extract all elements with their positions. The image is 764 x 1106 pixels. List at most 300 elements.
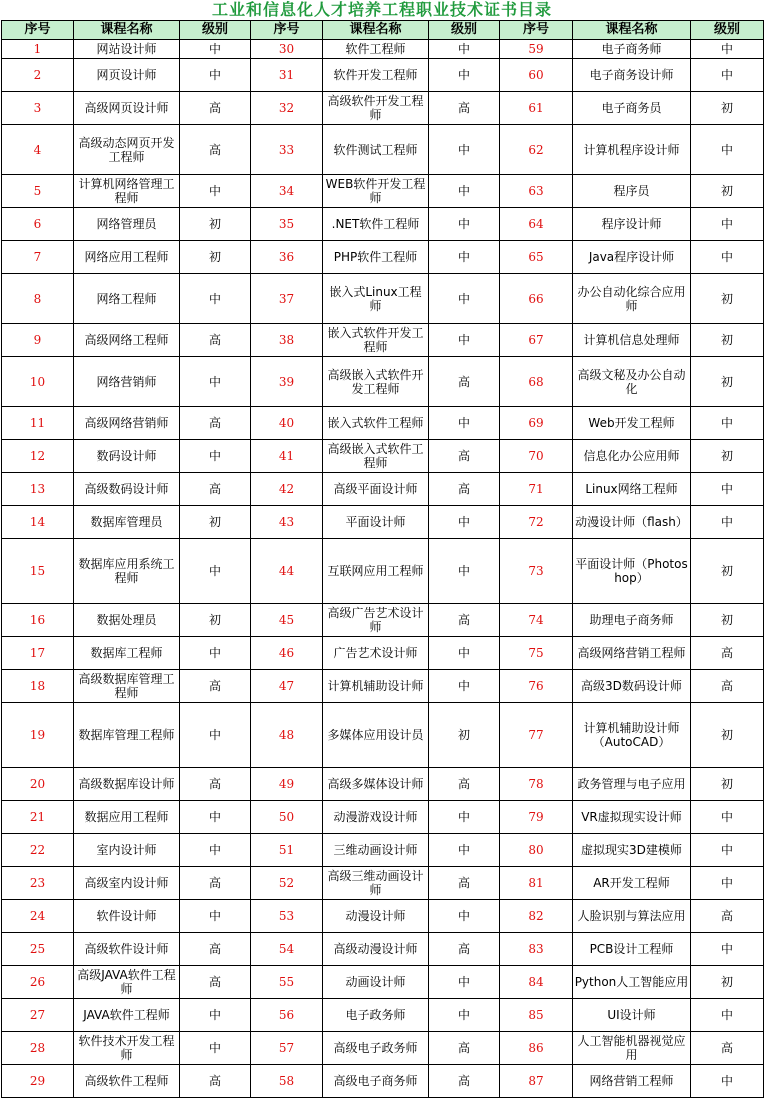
seq-number-cell: 39: [251, 357, 323, 407]
seq-number-cell: 82: [500, 900, 573, 933]
seq-number-cell: 18: [2, 670, 74, 703]
table-row: [2, 867, 764, 900]
seq-number-cell: 13: [2, 473, 74, 506]
level-cell: 初: [691, 539, 764, 604]
seq-number-cell: 65: [500, 241, 573, 274]
table-row: [2, 40, 764, 59]
seq-number-cell: 44: [251, 539, 323, 604]
level-cell: 初: [691, 175, 764, 208]
seq-number-cell: 56: [251, 999, 323, 1032]
level-cell: 中: [180, 834, 251, 867]
table-row: [2, 637, 764, 670]
course-name-cell: AR开发工程师: [573, 867, 691, 900]
level-cell: 高: [429, 440, 500, 473]
level-cell: 中: [691, 801, 764, 834]
seq-number-cell: 10: [2, 357, 74, 407]
level-cell: 高: [180, 768, 251, 801]
seq-number-cell: 60: [500, 59, 573, 92]
course-name-cell: .NET软件工程师: [323, 208, 429, 241]
level-cell: 中: [691, 867, 764, 900]
course-name-cell: 电子政务师: [323, 999, 429, 1032]
header-cell: 序号: [2, 21, 74, 40]
course-name-cell: 动漫设计师（flash）: [573, 506, 691, 539]
course-name-cell: 虚拟现实3D建模师: [573, 834, 691, 867]
seq-number-cell: 70: [500, 440, 573, 473]
course-name-cell: 人脸识别与算法应用: [573, 900, 691, 933]
seq-number-cell: 4: [2, 125, 74, 175]
course-name-cell: 人工智能机器视觉应用: [573, 1032, 691, 1065]
level-cell: 高: [180, 670, 251, 703]
seq-number-cell: 83: [500, 933, 573, 966]
seq-number-cell: 5: [2, 175, 74, 208]
seq-number-cell: 58: [251, 1065, 323, 1098]
level-cell: 中: [429, 324, 500, 357]
level-cell: 中: [691, 40, 764, 59]
table-row: [2, 1032, 764, 1065]
level-cell: 初: [180, 604, 251, 637]
course-name-cell: 高级3D数码设计师: [573, 670, 691, 703]
seq-number-cell: 43: [251, 506, 323, 539]
level-cell: 中: [429, 834, 500, 867]
seq-number-cell: 48: [251, 703, 323, 768]
course-name-cell: 多媒体应用设计员: [323, 703, 429, 768]
seq-number-cell: 50: [251, 801, 323, 834]
seq-number-cell: 16: [2, 604, 74, 637]
header-cell: 级别: [429, 21, 500, 40]
table-row: [2, 670, 764, 703]
level-cell: 初: [691, 92, 764, 125]
level-cell: 高: [429, 768, 500, 801]
level-cell: 中: [180, 999, 251, 1032]
seq-number-cell: 12: [2, 440, 74, 473]
course-name-cell: 互联网应用工程师: [323, 539, 429, 604]
course-name-cell: 信息化办公应用师: [573, 440, 691, 473]
level-cell: 初: [691, 357, 764, 407]
level-cell: 初: [180, 506, 251, 539]
table-row: [2, 768, 764, 801]
course-name-cell: 网络营销工程师: [573, 1065, 691, 1098]
level-cell: 高: [180, 867, 251, 900]
seq-number-cell: 24: [2, 900, 74, 933]
level-cell: 中: [691, 125, 764, 175]
level-cell: 初: [691, 703, 764, 768]
level-cell: 高: [691, 900, 764, 933]
level-cell: 高: [180, 933, 251, 966]
seq-number-cell: 41: [251, 440, 323, 473]
course-name-cell: 高级数码设计师: [74, 473, 180, 506]
course-name-cell: 动画设计师: [323, 966, 429, 999]
course-name-cell: 高级网络营销师: [74, 407, 180, 440]
seq-number-cell: 66: [500, 274, 573, 324]
seq-number-cell: 49: [251, 768, 323, 801]
course-name-cell: 高级三维动画设计师: [323, 867, 429, 900]
seq-number-cell: 38: [251, 324, 323, 357]
level-cell: 中: [429, 966, 500, 999]
seq-number-cell: 64: [500, 208, 573, 241]
course-name-cell: Java程序设计师: [573, 241, 691, 274]
level-cell: 中: [691, 241, 764, 274]
seq-number-cell: 61: [500, 92, 573, 125]
level-cell: 中: [180, 59, 251, 92]
seq-number-cell: 77: [500, 703, 573, 768]
level-cell: 中: [429, 241, 500, 274]
seq-number-cell: 47: [251, 670, 323, 703]
course-name-cell: 数据处理员: [74, 604, 180, 637]
level-cell: 中: [691, 506, 764, 539]
header-cell: 级别: [180, 21, 251, 40]
level-cell: 中: [429, 208, 500, 241]
table-row: [2, 539, 764, 604]
level-cell: 高: [429, 867, 500, 900]
course-name-cell: 室内设计师: [74, 834, 180, 867]
seq-number-cell: 29: [2, 1065, 74, 1098]
level-cell: 中: [429, 801, 500, 834]
course-name-cell: 平面设计师: [323, 506, 429, 539]
level-cell: 初: [691, 768, 764, 801]
level-cell: 中: [691, 59, 764, 92]
level-cell: 初: [691, 604, 764, 637]
level-cell: 高: [180, 125, 251, 175]
level-cell: 高: [180, 1065, 251, 1098]
seq-number-cell: 80: [500, 834, 573, 867]
table-row: [2, 59, 764, 92]
level-cell: 中: [429, 637, 500, 670]
course-name-cell: 软件工程师: [323, 40, 429, 59]
course-name-cell: WEB软件开发工程师: [323, 175, 429, 208]
level-cell: 中: [180, 274, 251, 324]
level-cell: 中: [691, 1065, 764, 1098]
course-name-cell: Web开发工程师: [573, 407, 691, 440]
table-row: [2, 208, 764, 241]
seq-number-cell: 20: [2, 768, 74, 801]
header-cell: 级别: [691, 21, 764, 40]
seq-number-cell: 69: [500, 407, 573, 440]
table-row: [2, 900, 764, 933]
seq-number-cell: 40: [251, 407, 323, 440]
course-name-cell: 政务管理与电子应用: [573, 768, 691, 801]
table-row: [2, 175, 764, 208]
course-name-cell: PHP软件工程师: [323, 241, 429, 274]
seq-number-cell: 33: [251, 125, 323, 175]
seq-number-cell: 59: [500, 40, 573, 59]
table-row: [2, 407, 764, 440]
course-name-cell: 高级平面设计师: [323, 473, 429, 506]
course-name-cell: 广告艺术设计师: [323, 637, 429, 670]
course-name-cell: 计算机网络管理工程师: [74, 175, 180, 208]
level-cell: 中: [429, 407, 500, 440]
seq-number-cell: 31: [251, 59, 323, 92]
level-cell: 初: [691, 966, 764, 999]
course-name-cell: 电子商务员: [573, 92, 691, 125]
level-cell: 中: [429, 999, 500, 1032]
course-name-cell: 高级软件工程师: [74, 1065, 180, 1098]
level-cell: 中: [180, 175, 251, 208]
table-row: [2, 274, 764, 324]
table-row: [2, 1065, 764, 1098]
course-name-cell: 平面设计师（Photoshop）: [573, 539, 691, 604]
seq-number-cell: 25: [2, 933, 74, 966]
level-cell: 中: [691, 473, 764, 506]
level-cell: 高: [429, 604, 500, 637]
seq-number-cell: 85: [500, 999, 573, 1032]
page-title: 工业和信息化人才培养工程职业技术证书目录: [211, 0, 552, 19]
table-row: [2, 801, 764, 834]
catalog-body: [2, 40, 764, 1098]
course-name-cell: 高级软件设计师: [74, 933, 180, 966]
course-name-cell: 高级JAVA软件工程师: [74, 966, 180, 999]
course-name-cell: 高级动漫设计师: [323, 933, 429, 966]
level-cell: 中: [429, 539, 500, 604]
table-row: [2, 92, 764, 125]
header-row: [2, 21, 764, 40]
course-name-cell: 嵌入式软件开发工程师: [323, 324, 429, 357]
level-cell: 高: [429, 1032, 500, 1065]
level-cell: 高: [180, 473, 251, 506]
course-name-cell: 计算机程序设计师: [573, 125, 691, 175]
course-name-cell: JAVA软件工程师: [74, 999, 180, 1032]
course-name-cell: 高级网络营销工程师: [573, 637, 691, 670]
table-row: [2, 440, 764, 473]
level-cell: 中: [180, 1032, 251, 1065]
table-row: [2, 999, 764, 1032]
table-row: [2, 703, 764, 768]
course-name-cell: 高级嵌入式软件开发工程师: [323, 357, 429, 407]
seq-number-cell: 3: [2, 92, 74, 125]
course-name-cell: 软件技术开发工程师: [74, 1032, 180, 1065]
seq-number-cell: 73: [500, 539, 573, 604]
course-name-cell: 高级电子商务师: [323, 1065, 429, 1098]
level-cell: 高: [691, 637, 764, 670]
table-row: [2, 241, 764, 274]
level-cell: 高: [429, 357, 500, 407]
level-cell: 中: [429, 506, 500, 539]
level-cell: 高: [429, 1065, 500, 1098]
table-row: [2, 324, 764, 357]
course-name-cell: 三维动画设计师: [323, 834, 429, 867]
seq-number-cell: 74: [500, 604, 573, 637]
course-name-cell: 电子商务设计师: [573, 59, 691, 92]
course-name-cell: 程序设计师: [573, 208, 691, 241]
course-name-cell: 高级网页设计师: [74, 92, 180, 125]
level-cell: 中: [429, 670, 500, 703]
seq-number-cell: 78: [500, 768, 573, 801]
header-cell: 课程名称: [323, 21, 429, 40]
course-name-cell: 高级电子政务师: [323, 1032, 429, 1065]
level-cell: 高: [180, 966, 251, 999]
seq-number-cell: 84: [500, 966, 573, 999]
seq-number-cell: 2: [2, 59, 74, 92]
course-name-cell: Linux网络工程师: [573, 473, 691, 506]
seq-number-cell: 17: [2, 637, 74, 670]
course-name-cell: 高级室内设计师: [74, 867, 180, 900]
level-cell: 中: [691, 208, 764, 241]
level-cell: 中: [180, 801, 251, 834]
course-name-cell: 高级数据库设计师: [74, 768, 180, 801]
course-name-cell: 高级嵌入式软件工程师: [323, 440, 429, 473]
course-name-cell: 高级数据库管理工程师: [74, 670, 180, 703]
level-cell: 高: [180, 92, 251, 125]
course-name-cell: 网络营销师: [74, 357, 180, 407]
course-name-cell: 高级多媒体设计师: [323, 768, 429, 801]
seq-number-cell: 62: [500, 125, 573, 175]
seq-number-cell: 30: [251, 40, 323, 59]
header-cell: 序号: [500, 21, 573, 40]
table-row: [2, 125, 764, 175]
seq-number-cell: 15: [2, 539, 74, 604]
level-cell: 中: [429, 274, 500, 324]
seq-number-cell: 23: [2, 867, 74, 900]
course-name-cell: 高级软件开发工程师: [323, 92, 429, 125]
seq-number-cell: 51: [251, 834, 323, 867]
level-cell: 高: [691, 670, 764, 703]
level-cell: 初: [691, 324, 764, 357]
seq-number-cell: 19: [2, 703, 74, 768]
course-name-cell: 软件测试工程师: [323, 125, 429, 175]
level-cell: 中: [429, 175, 500, 208]
seq-number-cell: 75: [500, 637, 573, 670]
course-name-cell: 数据应用工程师: [74, 801, 180, 834]
course-name-cell: 电子商务师: [573, 40, 691, 59]
seq-number-cell: 87: [500, 1065, 573, 1098]
course-name-cell: 计算机辅助设计师: [323, 670, 429, 703]
seq-number-cell: 54: [251, 933, 323, 966]
seq-number-cell: 21: [2, 801, 74, 834]
seq-number-cell: 46: [251, 637, 323, 670]
course-name-cell: 动漫设计师: [323, 900, 429, 933]
seq-number-cell: 52: [251, 867, 323, 900]
course-name-cell: 网络管理员: [74, 208, 180, 241]
course-name-cell: 软件设计师: [74, 900, 180, 933]
seq-number-cell: 32: [251, 92, 323, 125]
course-name-cell: 数据库应用系统工程师: [74, 539, 180, 604]
level-cell: 初: [180, 241, 251, 274]
seq-number-cell: 34: [251, 175, 323, 208]
table-row: [2, 357, 764, 407]
course-name-cell: 数据库工程师: [74, 637, 180, 670]
course-name-cell: PCB设计工程师: [573, 933, 691, 966]
level-cell: 中: [180, 637, 251, 670]
seq-number-cell: 67: [500, 324, 573, 357]
course-name-cell: 数据库管理员: [74, 506, 180, 539]
level-cell: 中: [180, 357, 251, 407]
level-cell: 中: [691, 834, 764, 867]
seq-number-cell: 26: [2, 966, 74, 999]
level-cell: 初: [429, 703, 500, 768]
table-row: [2, 604, 764, 637]
course-name-cell: 高级文秘及办公自动化: [573, 357, 691, 407]
level-cell: 中: [691, 999, 764, 1032]
seq-number-cell: 36: [251, 241, 323, 274]
course-name-cell: 嵌入式软件工程师: [323, 407, 429, 440]
seq-number-cell: 42: [251, 473, 323, 506]
course-name-cell: 网络应用工程师: [74, 241, 180, 274]
seq-number-cell: 1: [2, 40, 74, 59]
seq-number-cell: 68: [500, 357, 573, 407]
seq-number-cell: 81: [500, 867, 573, 900]
course-name-cell: 高级网络工程师: [74, 324, 180, 357]
seq-number-cell: 9: [2, 324, 74, 357]
seq-number-cell: 14: [2, 506, 74, 539]
course-name-cell: 高级动态网页开发工程师: [74, 125, 180, 175]
level-cell: 高: [429, 933, 500, 966]
course-name-cell: VR虚拟现实设计师: [573, 801, 691, 834]
table-row: [2, 834, 764, 867]
seq-number-cell: 28: [2, 1032, 74, 1065]
course-name-cell: 数据库管理工程师: [74, 703, 180, 768]
course-name-cell: UI设计师: [573, 999, 691, 1032]
level-cell: 初: [180, 208, 251, 241]
course-name-cell: 计算机信息处理师: [573, 324, 691, 357]
course-name-cell: 嵌入式Linux工程师: [323, 274, 429, 324]
seq-number-cell: 79: [500, 801, 573, 834]
seq-number-cell: 22: [2, 834, 74, 867]
level-cell: 中: [429, 40, 500, 59]
level-cell: 中: [429, 59, 500, 92]
level-cell: 高: [429, 92, 500, 125]
seq-number-cell: 71: [500, 473, 573, 506]
seq-number-cell: 57: [251, 1032, 323, 1065]
course-name-cell: 网页设计师: [74, 59, 180, 92]
header-cell: 课程名称: [573, 21, 691, 40]
course-name-cell: 办公自动化综合应用师: [573, 274, 691, 324]
catalog-table: [1, 20, 764, 1098]
seq-number-cell: 37: [251, 274, 323, 324]
seq-number-cell: 55: [251, 966, 323, 999]
level-cell: 中: [180, 900, 251, 933]
level-cell: 中: [180, 40, 251, 59]
seq-number-cell: 72: [500, 506, 573, 539]
table-row: [2, 933, 764, 966]
level-cell: 中: [429, 900, 500, 933]
level-cell: 中: [429, 125, 500, 175]
seq-number-cell: 45: [251, 604, 323, 637]
course-name-cell: 助理电子商务师: [573, 604, 691, 637]
course-name-cell: 软件开发工程师: [323, 59, 429, 92]
seq-number-cell: 86: [500, 1032, 573, 1065]
level-cell: 高: [429, 473, 500, 506]
table-row: [2, 966, 764, 999]
level-cell: 中: [180, 539, 251, 604]
course-name-cell: 网站设计师: [74, 40, 180, 59]
table-row: [2, 473, 764, 506]
course-name-cell: 计算机辅助设计师（AutoCAD）: [573, 703, 691, 768]
seq-number-cell: 8: [2, 274, 74, 324]
seq-number-cell: 35: [251, 208, 323, 241]
seq-number-cell: 11: [2, 407, 74, 440]
course-name-cell: Python人工智能应用: [573, 966, 691, 999]
level-cell: 高: [691, 1032, 764, 1065]
header-cell: 序号: [251, 21, 323, 40]
seq-number-cell: 7: [2, 241, 74, 274]
seq-number-cell: 27: [2, 999, 74, 1032]
course-name-cell: 网络工程师: [74, 274, 180, 324]
level-cell: 中: [691, 407, 764, 440]
table-row: [2, 506, 764, 539]
level-cell: 中: [180, 440, 251, 473]
seq-number-cell: 6: [2, 208, 74, 241]
level-cell: 高: [180, 324, 251, 357]
header-cell: 课程名称: [74, 21, 180, 40]
course-name-cell: 动漫游戏设计师: [323, 801, 429, 834]
course-name-cell: 高级广告艺术设计师: [323, 604, 429, 637]
level-cell: 初: [691, 440, 764, 473]
course-name-cell: 程序员: [573, 175, 691, 208]
seq-number-cell: 63: [500, 175, 573, 208]
level-cell: 中: [691, 933, 764, 966]
seq-number-cell: 76: [500, 670, 573, 703]
level-cell: 高: [180, 407, 251, 440]
seq-number-cell: 53: [251, 900, 323, 933]
